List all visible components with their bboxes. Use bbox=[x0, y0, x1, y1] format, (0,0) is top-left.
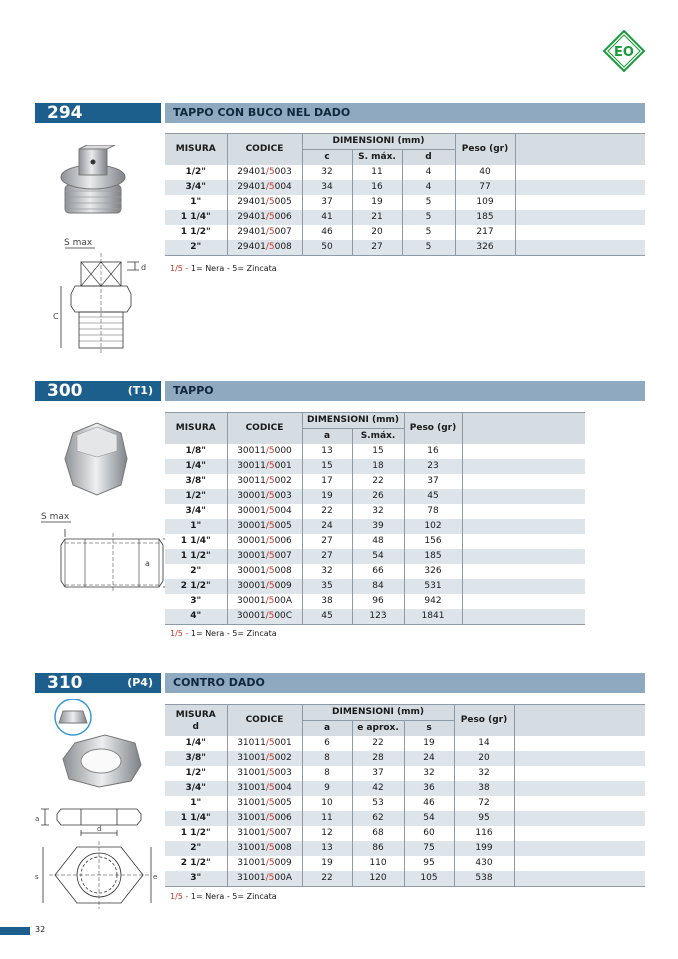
cell-peso: 32 bbox=[454, 766, 514, 781]
section-title: TAPPO bbox=[165, 381, 645, 401]
cell-misura: 4" bbox=[165, 609, 227, 625]
drawing-label-s-max: S max bbox=[64, 238, 93, 248]
section-300 bbox=[35, 381, 645, 651]
cell-misura: 1/4" bbox=[165, 736, 227, 751]
cell-dimension: 62 bbox=[352, 811, 404, 826]
cell-dimension: 45 bbox=[302, 609, 352, 625]
cell-empty bbox=[462, 444, 585, 459]
cell-dimension: 5 bbox=[402, 195, 455, 210]
finish-note: 1/5 - 1= Nera - 5= Zincata bbox=[170, 629, 277, 638]
cell-dimension: 11 bbox=[352, 165, 402, 180]
col-peso: Peso (gr) bbox=[404, 413, 462, 445]
cell-peso: 942 bbox=[404, 594, 462, 609]
section-number: 300 bbox=[47, 381, 83, 401]
cell-peso: 538 bbox=[454, 871, 514, 887]
cell-dimension: 24 bbox=[302, 519, 352, 534]
cell-dimension: 26 bbox=[352, 489, 404, 504]
cap-photo bbox=[65, 423, 127, 495]
finish-note: 1/5 - 1= Nera - 5= Zincata bbox=[170, 264, 277, 273]
cell-dimension: 50 bbox=[302, 240, 352, 256]
cell-dimension: 11 bbox=[302, 811, 352, 826]
cell-dimension: 22 bbox=[302, 504, 352, 519]
cell-peso: 37 bbox=[404, 474, 462, 489]
plug-photo bbox=[61, 145, 125, 213]
col-codice: CODICE bbox=[227, 413, 302, 445]
cell-misura: 2" bbox=[165, 564, 227, 579]
cell-empty bbox=[462, 474, 585, 489]
table-row bbox=[165, 534, 585, 549]
cell-peso: 326 bbox=[404, 564, 462, 579]
table-row bbox=[165, 826, 645, 841]
cell-codice: 29401/5008 bbox=[227, 240, 302, 256]
cell-misura: 1 1/4" bbox=[165, 210, 227, 225]
cell-dimension: 48 bbox=[352, 534, 404, 549]
logo-text: EO bbox=[614, 45, 634, 60]
cell-dimension: 19 bbox=[352, 195, 402, 210]
cell-dimension: 4 bbox=[402, 165, 455, 180]
product-table-310 bbox=[165, 704, 645, 887]
cell-codice: 29401/5006 bbox=[227, 210, 302, 225]
col-peso: Peso (gr) bbox=[454, 705, 514, 737]
cell-misura: 1 1/2" bbox=[165, 225, 227, 240]
cell-peso: 185 bbox=[404, 549, 462, 564]
cell-dimension: 28 bbox=[352, 751, 404, 766]
cell-dimension: 66 bbox=[352, 564, 404, 579]
cell-codice: 31001/5002 bbox=[227, 751, 302, 766]
cell-peso: 95 bbox=[454, 811, 514, 826]
lock-nut-technical-drawing bbox=[35, 809, 157, 909]
cell-codice: 30001/5009 bbox=[227, 579, 302, 594]
cell-misura: 3" bbox=[165, 594, 227, 609]
cell-empty bbox=[514, 766, 645, 781]
cell-misura: 1" bbox=[165, 796, 227, 811]
table-row bbox=[165, 736, 645, 751]
cell-peso: 77 bbox=[455, 180, 515, 195]
cell-peso: 109 bbox=[455, 195, 515, 210]
cell-dimension: 110 bbox=[352, 856, 404, 871]
col-empty bbox=[514, 705, 645, 737]
cell-empty bbox=[514, 826, 645, 841]
section-tag: (T1) bbox=[127, 384, 153, 397]
drawing-label-d: d bbox=[141, 263, 147, 272]
col-dimensioni: DIMENSIONI (mm) bbox=[302, 413, 404, 429]
table-row bbox=[165, 796, 645, 811]
table-row bbox=[165, 579, 585, 594]
cell-peso: 72 bbox=[454, 796, 514, 811]
cell-codice: 30001/5004 bbox=[227, 504, 302, 519]
plug-with-hole-illustration bbox=[35, 145, 155, 355]
cell-empty bbox=[515, 195, 645, 210]
table-row bbox=[165, 841, 645, 856]
cell-dimension: 8 bbox=[302, 751, 352, 766]
cell-dimension: 96 bbox=[352, 594, 404, 609]
cell-codice: 31001/5006 bbox=[227, 811, 302, 826]
cell-peso: 14 bbox=[454, 736, 514, 751]
page-number: 32 bbox=[35, 925, 46, 934]
cell-codice: 31011/5001 bbox=[227, 736, 302, 751]
cell-dimension: 22 bbox=[352, 474, 404, 489]
table-row bbox=[165, 766, 645, 781]
cell-codice: 29401/5005 bbox=[227, 195, 302, 210]
col-empty bbox=[515, 134, 645, 166]
cell-dimension: 32 bbox=[302, 564, 352, 579]
cell-codice: 30001/5007 bbox=[227, 549, 302, 564]
cell-empty bbox=[462, 519, 585, 534]
cell-empty bbox=[515, 210, 645, 225]
col-dimensioni: DIMENSIONI (mm) bbox=[302, 134, 455, 150]
cell-dimension: 5 bbox=[402, 210, 455, 225]
cell-dimension: 8 bbox=[302, 766, 352, 781]
cell-empty bbox=[514, 841, 645, 856]
section-header bbox=[35, 381, 645, 401]
cell-misura: 1/8" bbox=[165, 444, 227, 459]
table-row bbox=[165, 165, 645, 180]
table-row bbox=[165, 474, 585, 489]
drawing-label-a: a bbox=[35, 815, 40, 823]
cell-codice: 31001/5005 bbox=[227, 796, 302, 811]
col-misura: MISURA bbox=[165, 134, 227, 166]
cell-empty bbox=[515, 165, 645, 180]
col-codice: CODICE bbox=[227, 705, 302, 737]
cell-peso: 430 bbox=[454, 856, 514, 871]
cell-codice: 31001/5008 bbox=[227, 841, 302, 856]
cell-dimension: 54 bbox=[404, 811, 454, 826]
cell-dimension: 46 bbox=[302, 225, 352, 240]
cell-codice: 29401/5004 bbox=[227, 180, 302, 195]
cell-codice: 30001/5008 bbox=[227, 564, 302, 579]
table-row bbox=[165, 594, 585, 609]
cell-dimension: 54 bbox=[352, 549, 404, 564]
cell-dimension: 13 bbox=[302, 841, 352, 856]
section-title: TAPPO CON BUCO NEL DADO bbox=[165, 103, 645, 123]
cell-dimension: 37 bbox=[352, 766, 404, 781]
cell-misura: 1" bbox=[165, 519, 227, 534]
cell-misura: 1/2" bbox=[165, 766, 227, 781]
cell-empty bbox=[462, 459, 585, 474]
cell-misura: 1/4" bbox=[165, 459, 227, 474]
cell-codice: 29401/5007 bbox=[227, 225, 302, 240]
cell-dimension: 35 bbox=[302, 579, 352, 594]
cell-dimension: 36 bbox=[404, 781, 454, 796]
cell-misura: 2 1/2" bbox=[165, 856, 227, 871]
cell-misura: 1/2" bbox=[165, 489, 227, 504]
cell-misura: 3/4" bbox=[165, 504, 227, 519]
table-row bbox=[165, 871, 645, 887]
cell-dimension: 21 bbox=[352, 210, 402, 225]
cell-empty bbox=[515, 180, 645, 195]
cell-peso: 16 bbox=[404, 444, 462, 459]
cell-dimension: 27 bbox=[302, 534, 352, 549]
lock-nut-illustration bbox=[35, 699, 163, 911]
cell-codice: 31001/5003 bbox=[227, 766, 302, 781]
table-row bbox=[165, 609, 585, 625]
cell-empty bbox=[514, 736, 645, 751]
drawing-label-e: e bbox=[153, 873, 158, 881]
col-misura: MISURA bbox=[165, 413, 227, 445]
table-row bbox=[165, 459, 585, 474]
cell-dimension: 5 bbox=[402, 225, 455, 240]
cell-empty bbox=[514, 751, 645, 766]
section-310 bbox=[35, 673, 645, 913]
cell-dimension: 16 bbox=[352, 180, 402, 195]
section-294 bbox=[35, 103, 645, 321]
lock-nut-photo bbox=[63, 735, 141, 787]
cell-dimension: 86 bbox=[352, 841, 404, 856]
cell-empty bbox=[514, 871, 645, 887]
col-dim-a: a bbox=[302, 721, 352, 737]
cell-peso: 116 bbox=[454, 826, 514, 841]
cell-peso: 102 bbox=[404, 519, 462, 534]
cell-misura: 2" bbox=[165, 841, 227, 856]
cell-dimension: 27 bbox=[302, 549, 352, 564]
cell-peso: 45 bbox=[404, 489, 462, 504]
cell-empty bbox=[462, 534, 585, 549]
cell-peso: 326 bbox=[455, 240, 515, 256]
col-empty bbox=[462, 413, 585, 445]
cell-empty bbox=[462, 549, 585, 564]
col-codice: CODICE bbox=[227, 134, 302, 166]
section-number-box bbox=[35, 103, 161, 123]
cell-dimension: 19 bbox=[302, 489, 352, 504]
cell-codice: 30001/500A bbox=[227, 594, 302, 609]
cell-empty bbox=[462, 489, 585, 504]
cell-dimension: 15 bbox=[352, 444, 404, 459]
cell-codice: 30011/5000 bbox=[227, 444, 302, 459]
cell-peso: 1841 bbox=[404, 609, 462, 625]
page-number-bar bbox=[0, 927, 30, 935]
cell-misura: 1 1/4" bbox=[165, 534, 227, 549]
cell-peso: 40 bbox=[455, 165, 515, 180]
cell-dimension: 12 bbox=[302, 826, 352, 841]
drawing-label-s: s bbox=[35, 873, 39, 881]
cell-peso: 199 bbox=[454, 841, 514, 856]
cell-dimension: 120 bbox=[352, 871, 404, 887]
col-peso: Peso (gr) bbox=[455, 134, 515, 166]
cell-dimension: 27 bbox=[352, 240, 402, 256]
cell-empty bbox=[462, 504, 585, 519]
cell-misura: 3/8" bbox=[165, 751, 227, 766]
table-row bbox=[165, 549, 585, 564]
cell-dimension: 15 bbox=[302, 459, 352, 474]
cell-dimension: 10 bbox=[302, 796, 352, 811]
cell-dimension: 18 bbox=[352, 459, 404, 474]
cell-misura: 2 1/2" bbox=[165, 579, 227, 594]
cell-peso: 185 bbox=[455, 210, 515, 225]
drawing-label-a: a bbox=[145, 559, 150, 568]
table-row bbox=[165, 504, 585, 519]
cell-codice: 29401/5003 bbox=[227, 165, 302, 180]
cap-illustration bbox=[35, 421, 165, 601]
cell-peso: 38 bbox=[454, 781, 514, 796]
cell-dimension: 17 bbox=[302, 474, 352, 489]
cell-empty bbox=[514, 811, 645, 826]
cell-dimension: 32 bbox=[302, 165, 352, 180]
cell-codice: 31001/500A bbox=[227, 871, 302, 887]
cell-codice: 31001/5004 bbox=[227, 781, 302, 796]
table-row bbox=[165, 489, 585, 504]
table-row bbox=[165, 564, 585, 579]
cell-peso: 20 bbox=[454, 751, 514, 766]
col-dim-d: d bbox=[402, 150, 455, 166]
cell-peso: 531 bbox=[404, 579, 462, 594]
cell-dimension: 32 bbox=[404, 766, 454, 781]
col-dim-c: c bbox=[302, 150, 352, 166]
cell-peso: 23 bbox=[404, 459, 462, 474]
cell-empty bbox=[462, 579, 585, 594]
col-dim-s: S. máx. bbox=[352, 150, 402, 166]
cell-empty bbox=[514, 796, 645, 811]
cell-dimension: 46 bbox=[404, 796, 454, 811]
cell-misura: 1 1/2" bbox=[165, 549, 227, 564]
table-row bbox=[165, 519, 585, 534]
cell-dimension: 53 bbox=[352, 796, 404, 811]
cell-dimension: 4 bbox=[402, 180, 455, 195]
cell-misura: 3/8" bbox=[165, 474, 227, 489]
cell-dimension: 6 bbox=[302, 736, 352, 751]
col-dimensioni: DIMENSIONI (mm) bbox=[302, 705, 454, 721]
table-row bbox=[165, 225, 645, 240]
cell-dimension: 123 bbox=[352, 609, 404, 625]
cell-misura: 1/2" bbox=[165, 165, 227, 180]
col-dim-e: e aprox. bbox=[352, 721, 404, 737]
finish-note: 1/5 - 1= Nera - 5= Zincata bbox=[170, 892, 277, 901]
col-dim-a: a bbox=[302, 429, 352, 445]
cell-dimension: 41 bbox=[302, 210, 352, 225]
plug-technical-drawing bbox=[53, 238, 146, 353]
cell-dimension: 20 bbox=[352, 225, 402, 240]
section-number-box bbox=[35, 381, 161, 401]
table-row bbox=[165, 781, 645, 796]
cell-dimension: 19 bbox=[404, 736, 454, 751]
table-row bbox=[165, 856, 645, 871]
cell-empty bbox=[514, 781, 645, 796]
cell-codice: 30001/5006 bbox=[227, 534, 302, 549]
section-number-box bbox=[35, 673, 161, 693]
cell-misura: 2" bbox=[165, 240, 227, 256]
product-table-300 bbox=[165, 412, 585, 625]
cell-peso: 217 bbox=[455, 225, 515, 240]
section-header bbox=[35, 673, 645, 693]
cell-codice: 31001/5007 bbox=[227, 826, 302, 841]
cell-peso: 156 bbox=[404, 534, 462, 549]
cell-dimension: 75 bbox=[404, 841, 454, 856]
cell-misura: 1" bbox=[165, 195, 227, 210]
cell-misura: 3" bbox=[165, 871, 227, 887]
cell-empty bbox=[462, 564, 585, 579]
col-dim-s: S.máx. bbox=[352, 429, 404, 445]
cap-technical-drawing bbox=[41, 512, 165, 593]
section-title: CONTRO DADO bbox=[165, 673, 645, 693]
table-row bbox=[165, 180, 645, 195]
cell-dimension: 5 bbox=[402, 240, 455, 256]
cell-empty bbox=[462, 609, 585, 625]
section-number: 294 bbox=[47, 103, 83, 123]
cell-codice: 30011/5001 bbox=[227, 459, 302, 474]
cell-codice: 30001/5005 bbox=[227, 519, 302, 534]
cell-codice: 30011/5002 bbox=[227, 474, 302, 489]
col-dim-s: s bbox=[404, 721, 454, 737]
cell-misura: 1 1/4" bbox=[165, 811, 227, 826]
cell-dimension: 9 bbox=[302, 781, 352, 796]
cell-dimension: 37 bbox=[302, 195, 352, 210]
table-row bbox=[165, 210, 645, 225]
section-tag: (P4) bbox=[127, 676, 153, 689]
cell-dimension: 24 bbox=[404, 751, 454, 766]
cell-dimension: 19 bbox=[302, 856, 352, 871]
table-row bbox=[165, 444, 585, 459]
cell-empty bbox=[514, 856, 645, 871]
cell-dimension: 38 bbox=[302, 594, 352, 609]
cell-dimension: 34 bbox=[302, 180, 352, 195]
cell-dimension: 84 bbox=[352, 579, 404, 594]
drawing-label-c: C bbox=[53, 312, 59, 321]
eo-logo-icon bbox=[603, 30, 645, 72]
cell-dimension: 60 bbox=[404, 826, 454, 841]
cell-dimension: 95 bbox=[404, 856, 454, 871]
table-row bbox=[165, 240, 645, 256]
cell-misura: 1 1/2" bbox=[165, 826, 227, 841]
cell-dimension: 68 bbox=[352, 826, 404, 841]
col-misura: MISURA d bbox=[165, 705, 227, 737]
section-number: 310 bbox=[47, 673, 83, 693]
cell-misura: 3/4" bbox=[165, 781, 227, 796]
product-table-294 bbox=[165, 133, 645, 256]
section-header bbox=[35, 103, 645, 123]
cell-misura: 3/4" bbox=[165, 180, 227, 195]
cell-dimension: 13 bbox=[302, 444, 352, 459]
drawing-label-s-max: S max bbox=[41, 512, 70, 522]
table-row bbox=[165, 751, 645, 766]
cell-empty bbox=[515, 240, 645, 256]
cell-dimension: 22 bbox=[302, 871, 352, 887]
cell-codice: 30001/500C bbox=[227, 609, 302, 625]
cell-dimension: 105 bbox=[404, 871, 454, 887]
cell-dimension: 22 bbox=[352, 736, 404, 751]
cell-peso: 78 bbox=[404, 504, 462, 519]
cell-empty bbox=[462, 594, 585, 609]
table-row bbox=[165, 195, 645, 210]
table-row bbox=[165, 811, 645, 826]
lock-nut-profile-photo bbox=[55, 699, 91, 735]
cell-dimension: 32 bbox=[352, 504, 404, 519]
cell-codice: 31001/5009 bbox=[227, 856, 302, 871]
drawing-label-d: d bbox=[97, 825, 102, 833]
cell-codice: 30001/5003 bbox=[227, 489, 302, 504]
cell-dimension: 39 bbox=[352, 519, 404, 534]
cell-dimension: 42 bbox=[352, 781, 404, 796]
cell-empty bbox=[515, 225, 645, 240]
